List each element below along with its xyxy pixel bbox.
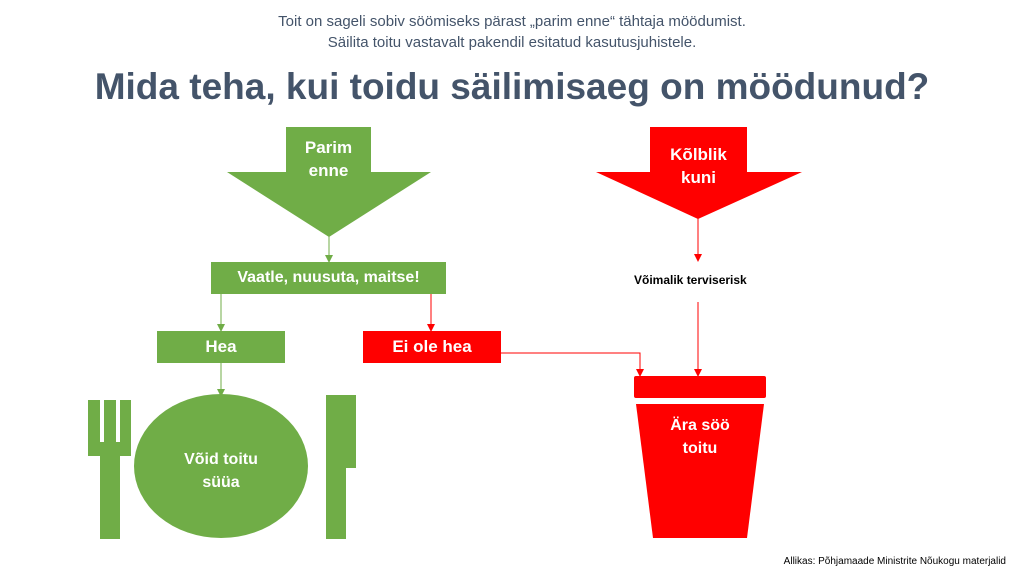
use-by-line-1: Kõlblik: [670, 145, 727, 164]
use-by-arrow: [650, 143, 747, 189]
check-box: Vaatle, nuusuta, maitse!: [211, 262, 446, 294]
good-box: Hea: [157, 331, 285, 363]
subtitle-line-1: Toit on sageli sobiv söömiseks pärast „parim enne“ tähtaja möödumist.: [278, 13, 746, 30]
bin-text: [645, 414, 755, 460]
bin-line-1: Ära söö: [670, 417, 730, 434]
use-by-line-2: kuni: [681, 168, 716, 187]
best-before-line-2: enne: [308, 161, 349, 180]
knife-icon: [326, 395, 356, 539]
plate-line-1: Võid toitu: [184, 451, 258, 468]
best-before-line-1: Parim: [304, 138, 353, 157]
bad-box: Ei ole hea: [363, 331, 501, 363]
plate-text: [144, 448, 298, 494]
fork-icon: [88, 400, 131, 539]
source-note: Allikas: Põhjamaade Ministrite Nõukogu materjalid: [783, 556, 1006, 567]
bin-line-2: toitu: [682, 440, 718, 457]
best-before-arrow: [286, 136, 371, 182]
page-title: Mida teha, kui toidu säilimisaeg on möödunud?: [94, 66, 930, 107]
plate-line-2: süüa: [202, 474, 240, 491]
health-risk-label: Võimalik terviserisk: [634, 273, 747, 287]
connector-bad-to-bin: [500, 353, 640, 373]
subtitle-line-2: Säilita toitu vastavalt pakendil esitatud kasutusjuhistele.: [327, 34, 697, 51]
